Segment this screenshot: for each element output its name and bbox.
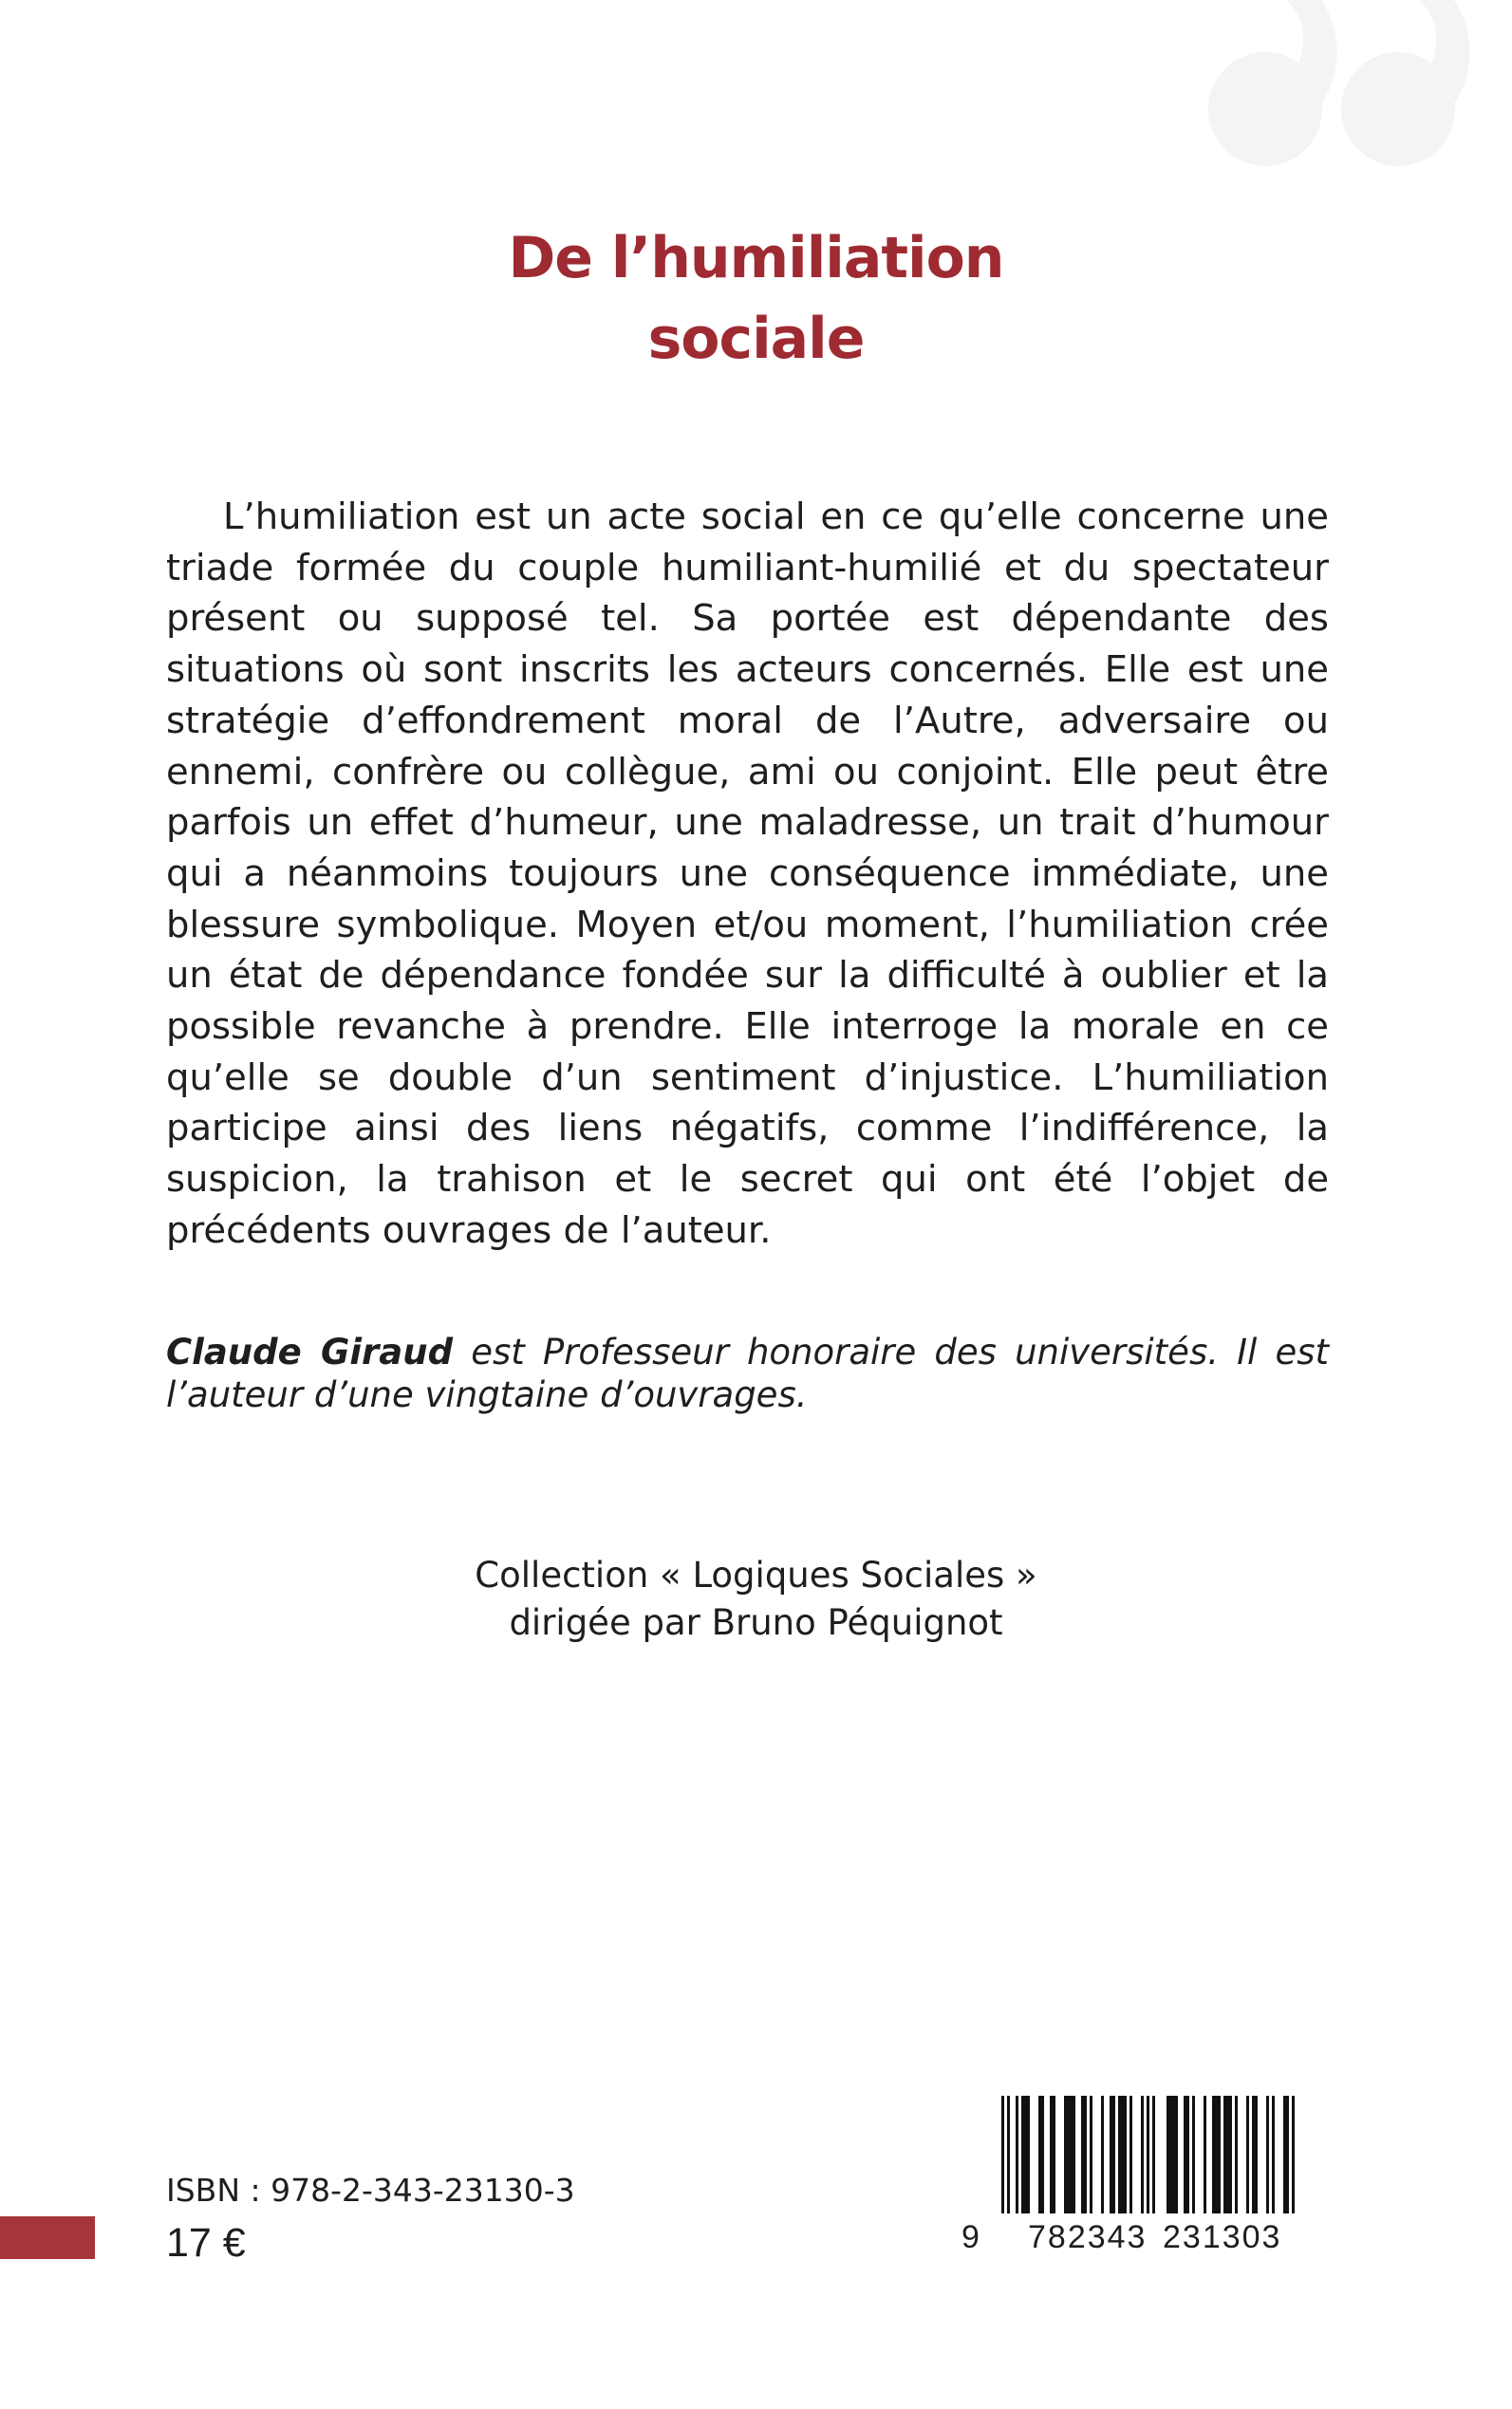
barcode-digits: [961, 2213, 1322, 2261]
barcode-digits-left: 782343: [1028, 2219, 1148, 2255]
barcode-bar: [1016, 2096, 1018, 2214]
barcode-bar: [1167, 2096, 1178, 2214]
book-summary: L’humiliation est un acte social en ce qu’elle concerne une triade formée du couple humiliant-humilié et du spectateur présent ou supposé tel. Sa portée est dépendante des situations où sont inscrits les acteurs concernés. Elle est une stratégie d’effondrement moral de l’Autre, adversaire ou ennemi, confrère ou collègue, ami ou conjoint. Elle peut être parfois un effet d’humeur, une maladresse, un trait d’humour qui a néanmoins toujours une conséquence immédiate, une blessure symbolique. Moyen et/ou moment, l’humiliation crée un état de dépendance fondée sur la difficulté à oublier et la possible revanche à prendre. Elle interroge la morale en ce qu’elle se double d’un sentiment d’injustice. L’humiliation participe ainsi des liens négatifs, comme l’indifférence, la suspicion, la trahison et le secret qui ont été l’objet de précédents ouvrages de l’auteur.: [166, 495, 1329, 1252]
barcode-bar: [1212, 2096, 1221, 2214]
publisher-color-band: [0, 2216, 95, 2259]
author-bio: [166, 1331, 1329, 1416]
barcode-bar: [1118, 2096, 1127, 2214]
barcode-bar: [1021, 2096, 1030, 2214]
barcode-bar: [1050, 2096, 1055, 2214]
collection-director: dirigée par Bruno Péquignot: [509, 1602, 1003, 1643]
price-label: 17 €: [166, 2220, 246, 2266]
barcode-bar: [1246, 2096, 1249, 2214]
barcode-bar: [1192, 2096, 1195, 2214]
barcode-bar: [1235, 2096, 1238, 2214]
closing-quote-icon: [1180, 0, 1484, 190]
barcode-digits-right: 231303: [1163, 2219, 1282, 2255]
barcode-bar: [1038, 2096, 1044, 2214]
collection-name: Collection « Logiques Sociales »: [475, 1555, 1037, 1596]
book-title-line-2: sociale: [647, 306, 865, 372]
barcode-digit-first: 9: [961, 2219, 980, 2255]
book-title-line-1: De l’humiliation: [508, 225, 1004, 291]
author-bio-text: est Professeur honoraire des universités. Il est l’auteur d’une vingtaine d’ouvrages.: [166, 1332, 1329, 1415]
author-name: Claude Giraud: [166, 1332, 454, 1373]
isbn-label: ISBN : 978-2-343-23130-3: [166, 2172, 575, 2209]
barcode-bar: [1272, 2096, 1275, 2214]
barcode-bar: [1101, 2096, 1104, 2214]
barcode-bar: [1283, 2096, 1286, 2214]
barcode-bar: [1184, 2096, 1189, 2214]
barcode-bar: [1090, 2096, 1092, 2214]
barcode-bar: [1129, 2096, 1132, 2214]
barcode-bar: [1266, 2096, 1269, 2214]
barcode-bar: [1252, 2096, 1258, 2214]
collection-info: [0, 1552, 1512, 1647]
barcode-bar: [1064, 2096, 1075, 2214]
barcode-bar: [1204, 2096, 1206, 2214]
barcode-bar: [1081, 2096, 1087, 2214]
book-title: [0, 218, 1512, 380]
barcode-bar: [1110, 2096, 1115, 2214]
barcode-bar: [1223, 2096, 1232, 2214]
barcode-bar: [1141, 2096, 1144, 2214]
